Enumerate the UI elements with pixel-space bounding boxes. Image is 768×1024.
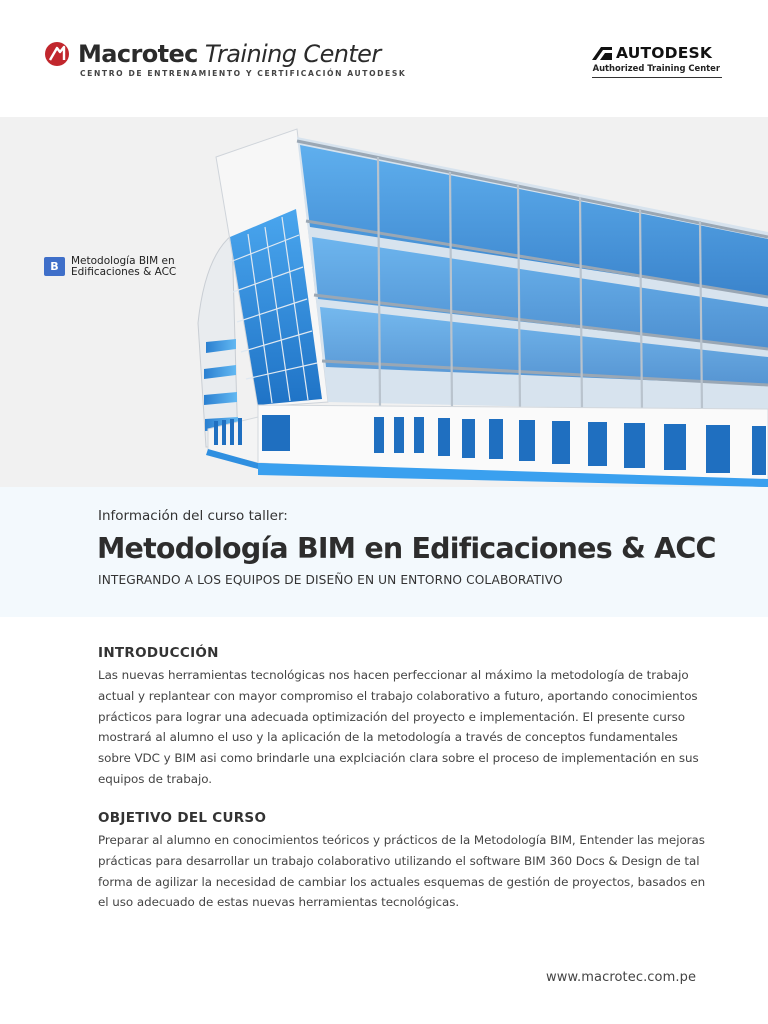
objective-body: Preparar al alumno en conocimientos teóricos y prácticos de la Metodología BIM, Entender las mejoras prácticas para desarrollar un trabajo colaborativo utilizando el software BIM 360 Docs & Design de tal forma de agilizar la necesidad de cambiar los actuales esquemas de gestión de proyectos, basados en el uso adecuado de estas nuevas herramientas tecnológicas.	[98, 833, 706, 910]
page-header	[0, 0, 768, 117]
course-title-band	[0, 487, 768, 617]
macrotec-logo-icon	[44, 41, 70, 67]
hero-banner	[0, 117, 768, 487]
autodesk-name: AUTODESK	[616, 44, 713, 62]
course-title: Metodología BIM en Edificaciones & ACC	[97, 532, 716, 565]
website-link[interactable]: www.macrotec.com.pe	[546, 970, 697, 985]
course-info-label: Información del curso taller:	[98, 508, 288, 524]
autodesk-partner-logo	[592, 44, 722, 78]
introduction-section	[98, 645, 708, 790]
introduction-heading: INTRODUCCIÓN	[98, 645, 219, 661]
macrotec-brand	[44, 40, 381, 68]
objective-section	[98, 810, 708, 913]
badge-text: Metodología BIM en Edificaciones & ACC	[71, 255, 177, 278]
bim-badge-icon: B	[44, 257, 65, 276]
course-subtitle: INTEGRANDO A LOS EQUIPOS DE DISEÑO EN UN ENTORNO COLABORATIVO	[98, 573, 563, 587]
autodesk-subtitle: Authorized Training Center	[592, 63, 720, 73]
brand-subtitle: CENTRO DE ENTRENAMIENTO Y CERTIFICACIÓN AUTODESK	[80, 69, 407, 78]
autodesk-logo-icon	[592, 46, 612, 60]
building-illustration	[0, 117, 768, 487]
course-badge	[44, 256, 176, 278]
introduction-body: Las nuevas herramientas tecnológicas nos hacen perfeccionar al máximo la metodología de trabajo actual y replantear con mayor compromiso el trabajo colaborativo a futuro, aportando conocimientos prácticos para lograr una adecuada optimización del proyecto e implementación. El presente curso mostrará al alumno el uso y la aplicación de la metodología a través de conceptos fundamentales sobre VDC y BIM asi como brindarle una explciación clara sobre el proceso de implementación en sus equipos de trabajo.	[98, 668, 699, 786]
brand-name: Macrotec Training Center	[78, 40, 381, 68]
objective-heading: OBJETIVO DEL CURSO	[98, 810, 267, 826]
